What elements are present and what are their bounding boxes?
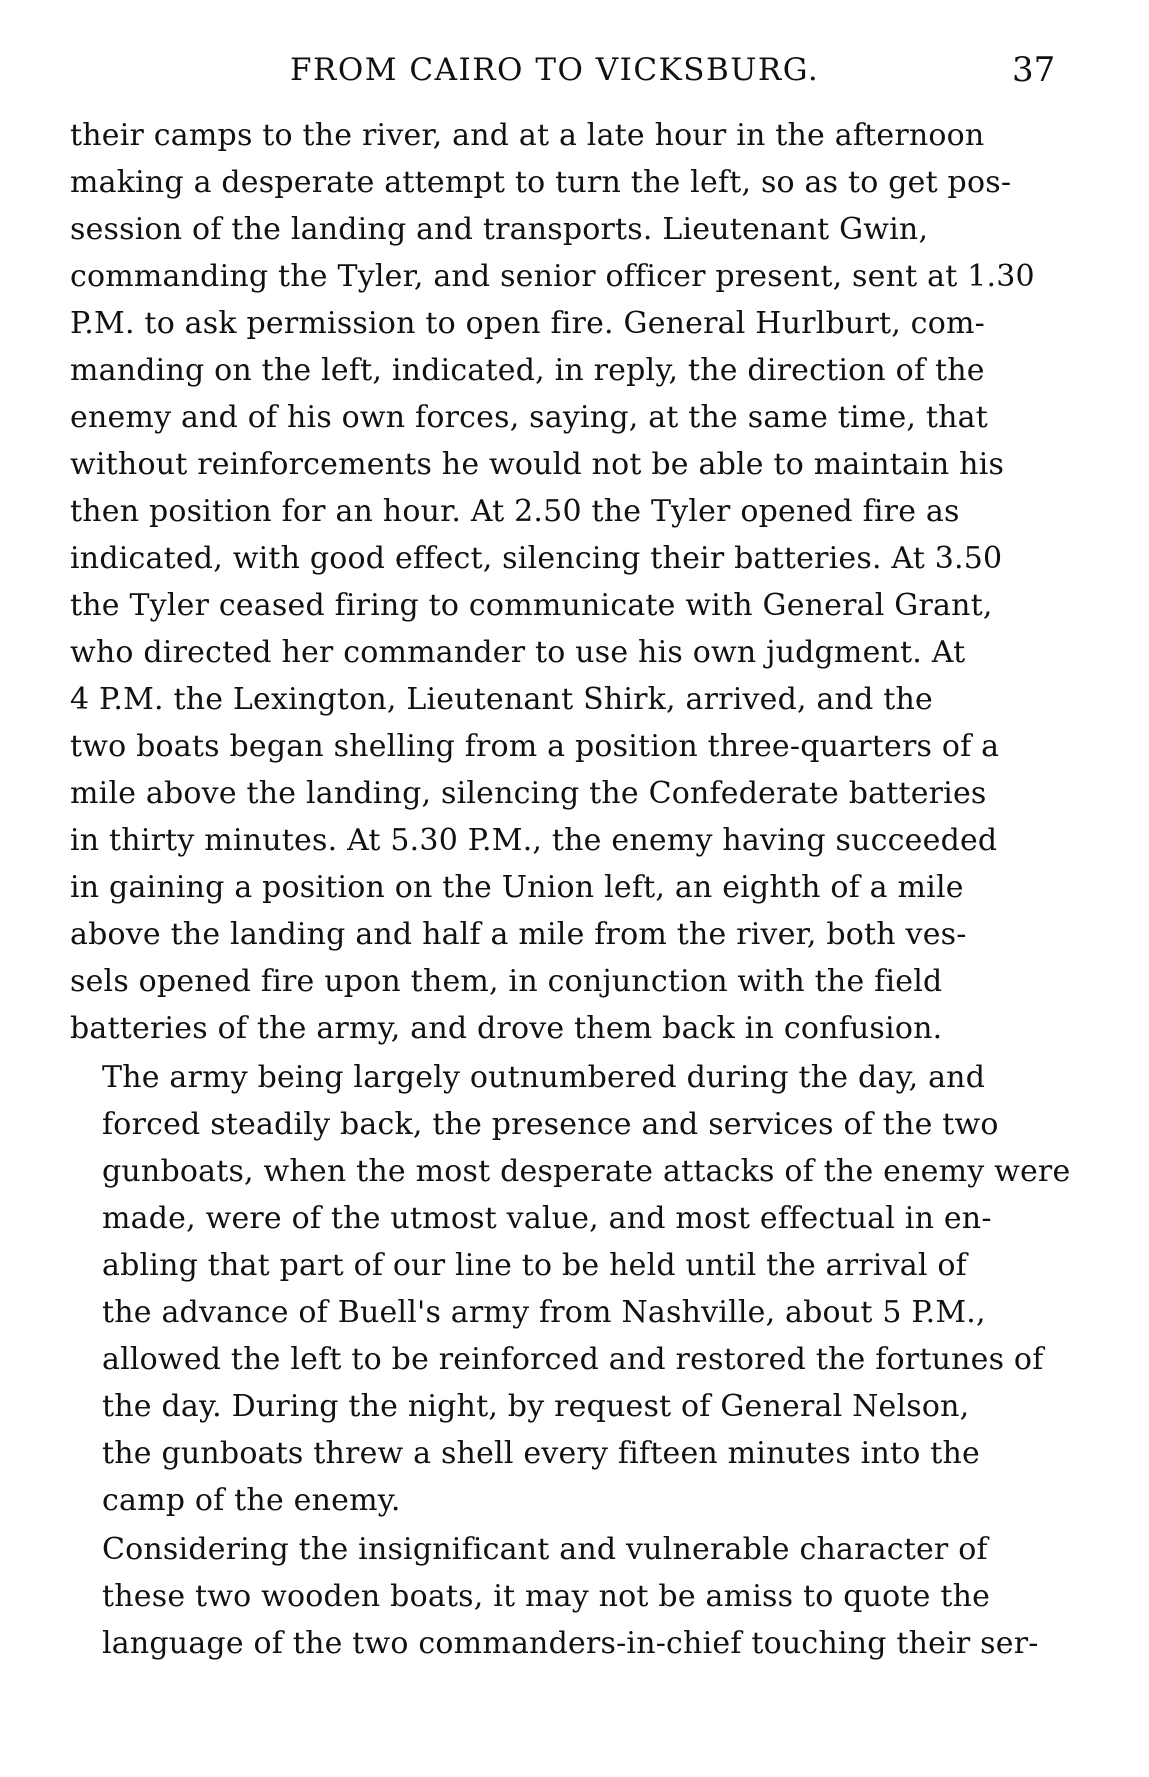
text-line: mile above the landing, silencing the Confederate batteries: [70, 776, 987, 811]
text-line: forced steadily back, the presence and services of the two: [102, 1107, 999, 1142]
text-line: the advance of Buell's army from Nashville, about 5 P.M.,: [102, 1295, 986, 1330]
text-line: P.M. to ask permission to open fire. General Hurlburt, com-: [70, 306, 985, 341]
text-line: abling that part of our line to be held until the arrival of: [102, 1248, 967, 1283]
text-line: two boats began shelling from a position three-quarters of a: [70, 729, 1000, 764]
text-line: in thirty minutes. At 5.30 P.M., the enemy having succeeded: [70, 823, 998, 858]
text-line: gunboats, when the most desperate attacks of the enemy were: [102, 1154, 1071, 1189]
paragraph-2: [70, 1054, 1071, 1524]
page-number: 37: [1012, 50, 1056, 90]
text-line: enemy and of his own forces, saying, at the same time, that: [70, 400, 989, 435]
text-line: session of the landing and transports. Lieutenant Gwin,: [70, 212, 929, 247]
text-line: indicated, with good effect, silencing their batteries. At 3.50: [70, 541, 1003, 576]
text-line: The army being largely outnumbered during the day, and: [102, 1060, 986, 1095]
text-line: batteries of the army, and drove them back in confusion.: [70, 1011, 943, 1046]
text-line: Considering the insignificant and vulnerable character of: [102, 1532, 988, 1567]
text-line: without reinforcements he would not be able to maintain his: [70, 447, 1005, 482]
text-line: who directed her commander to use his own judgment. At: [70, 635, 966, 670]
body-text: [70, 112, 1071, 1667]
running-head: [0, 52, 1149, 102]
text-line: making a desperate attempt to turn the left, so as to get pos-: [70, 165, 1012, 200]
text-line: in gaining a position on the Union left, an eighth of a mile: [70, 870, 964, 905]
text-line: the gunboats threw a shell every fifteen minutes into the: [102, 1436, 980, 1471]
text-line: made, were of the utmost value, and most effectual in en-: [102, 1201, 992, 1236]
text-line: the day. During the night, by request of General Nelson,: [102, 1389, 970, 1424]
text-line: manding on the left, indicated, in reply, the direction of the: [70, 353, 985, 388]
text-line: language of the two commanders-in-chief touching their ser-: [102, 1626, 1039, 1661]
text-line: sels opened fire upon them, in conjunction with the field: [70, 964, 943, 999]
text-line: the Tyler ceased firing to communicate with General Grant,: [70, 588, 993, 623]
text-line: above the landing and half a mile from the river, both ves-: [70, 917, 967, 952]
text-line: these two wooden boats, it may not be amiss to quote the: [102, 1579, 991, 1614]
running-title: FROM CAIRO TO VICKSBURG.: [290, 52, 820, 88]
text-line: 4 P.M. the Lexington, Lieutenant Shirk, arrived, and the: [70, 682, 933, 717]
text-line: allowed the left to be reinforced and restored the fortunes of: [102, 1342, 1044, 1377]
text-line: their camps to the river, and at a late hour in the afternoon: [70, 118, 985, 153]
paragraph-3: [70, 1526, 1054, 1667]
text-line: commanding the Tyler, and senior officer present, sent at 1.30: [70, 259, 1035, 294]
text-line: then position for an hour. At 2.50 the Tyler opened fire as: [70, 494, 960, 529]
text-line: camp of the enemy.: [102, 1483, 401, 1518]
paragraph-1: [70, 112, 1054, 1052]
